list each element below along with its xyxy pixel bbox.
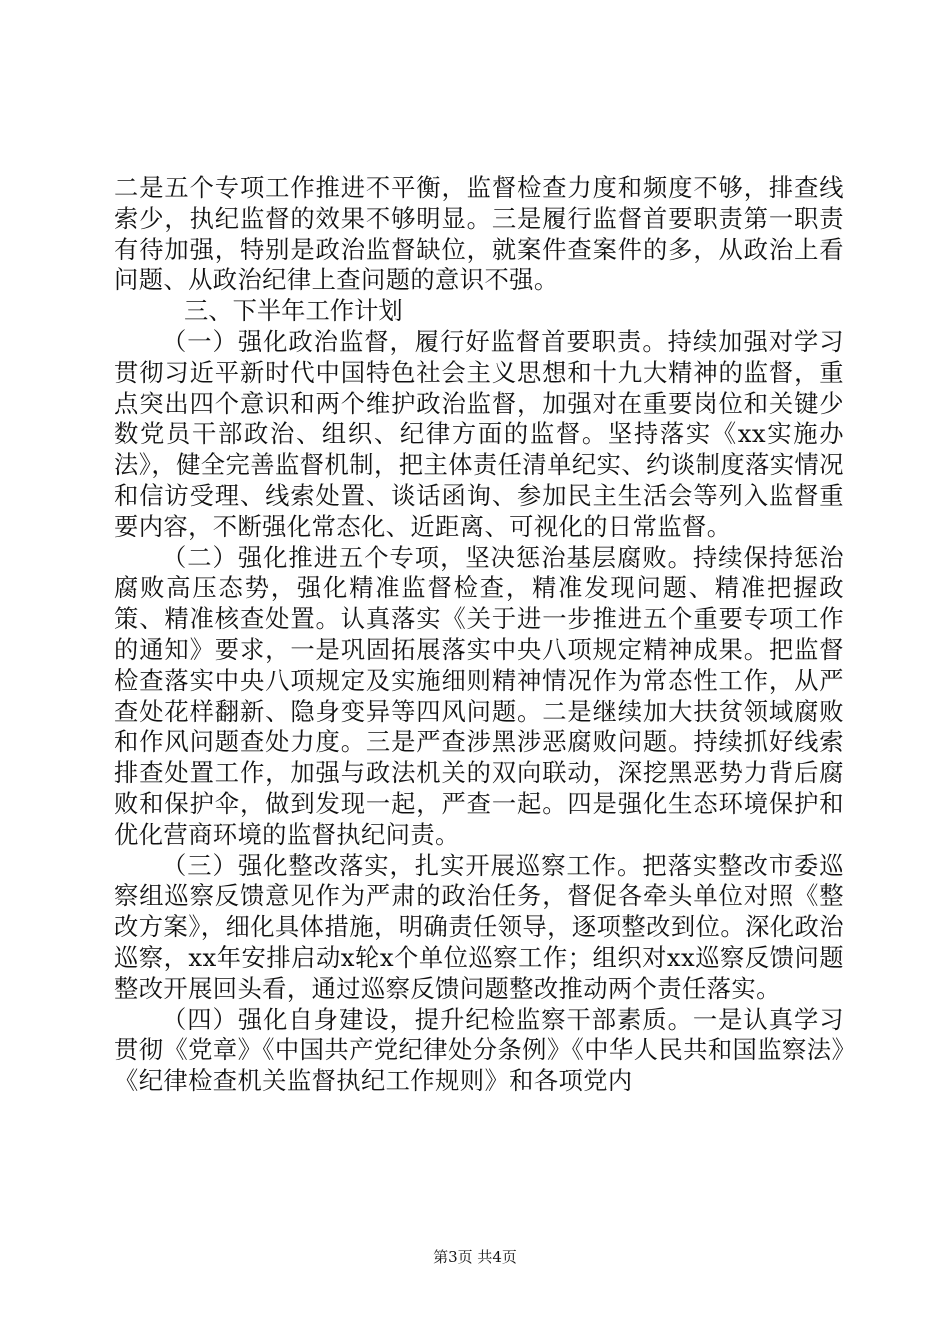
page-number-footer: 第3页 共4页 xyxy=(433,1248,517,1266)
section-heading-work-plan: 三、下半年工作计划 xyxy=(184,296,403,326)
paragraph-inspection-rectification: （三）强化整改落实，扎实开展巡察工作。把落实整改市委巡察组巡察反馈意见作为严肃的政治任务，督促各牵头单位对照《整改方案》，细化具体措施，明确责任领导，逐项整改到位。深化政治巡察，xx年安排启动x轮x个单位巡察工作；组织对xx巡察反馈问题整改开展回头看，通过巡察反馈问题整改推动两个责任落实。 xyxy=(114,850,844,1003)
paragraph-self-construction: （四）强化自身建设，提升纪检监察干部素质。一是认真学习贯彻《党章》《中国共产党纪律处分条例》《中华人民共和国监察法》《纪律检查机关监督执纪工作规则》和各项党内 xyxy=(114,1004,844,1096)
document-body xyxy=(114,173,844,1097)
paragraph-problems-continued: 二是五个专项工作推进不平衡，监督检查力度和频度不够，排查线索少，执纪监督的效果不够明显。三是履行监督首要职责第一职责有待加强，特别是政治监督缺位，就案件查案件的多，从政治上看问题、从政治纪律上查问题的意识不强。 xyxy=(114,173,844,295)
paragraph-political-supervision: （一）强化政治监督，履行好监督首要职责。持续加强对学习贯彻习近平新时代中国特色社会主义思想和十九大精神的监督，重点突出四个意识和两个维护政治监督，加强对在重要岗位和关键少数党员干部政治、组织、纪律方面的监督。坚持落实《xx实施办法》，健全完善监督机制，把主体责任清单纪实、约谈制度落实情况和信访受理、线索处置、谈话函询、参加民主生活会等列入监督重要内容，不断强化常态化、近距离、可视化的日常监督。 xyxy=(114,326,844,541)
paragraph-five-special-projects: （二）强化推进五个专项，坚决惩治基层腐败。持续保持惩治腐败高压态势，强化精准监督检查，精准发现问题、精准把握政策、精准核查处置。认真落实《关于进一步推进五个重要专项工作的通知》要求，一是巩固拓展落实中央八项规定精神成果。把监督检查落实中央八项规定及实施细则精神情况作为常态性工作，从严查处花样翻新、隐身变异等四风问题。二是继续加大扶贫领域腐败和作风问题查处力度。三是严查涉黑涉恶腐败问题。持续抓好线索排查处置工作，加强与政法机关的双向联动，深挖黑恶势力背后腐败和保护伞，做到发现一起，严查一起。四是强化生态环境保护和优化营商环境的监督执纪问责。 xyxy=(114,542,844,849)
